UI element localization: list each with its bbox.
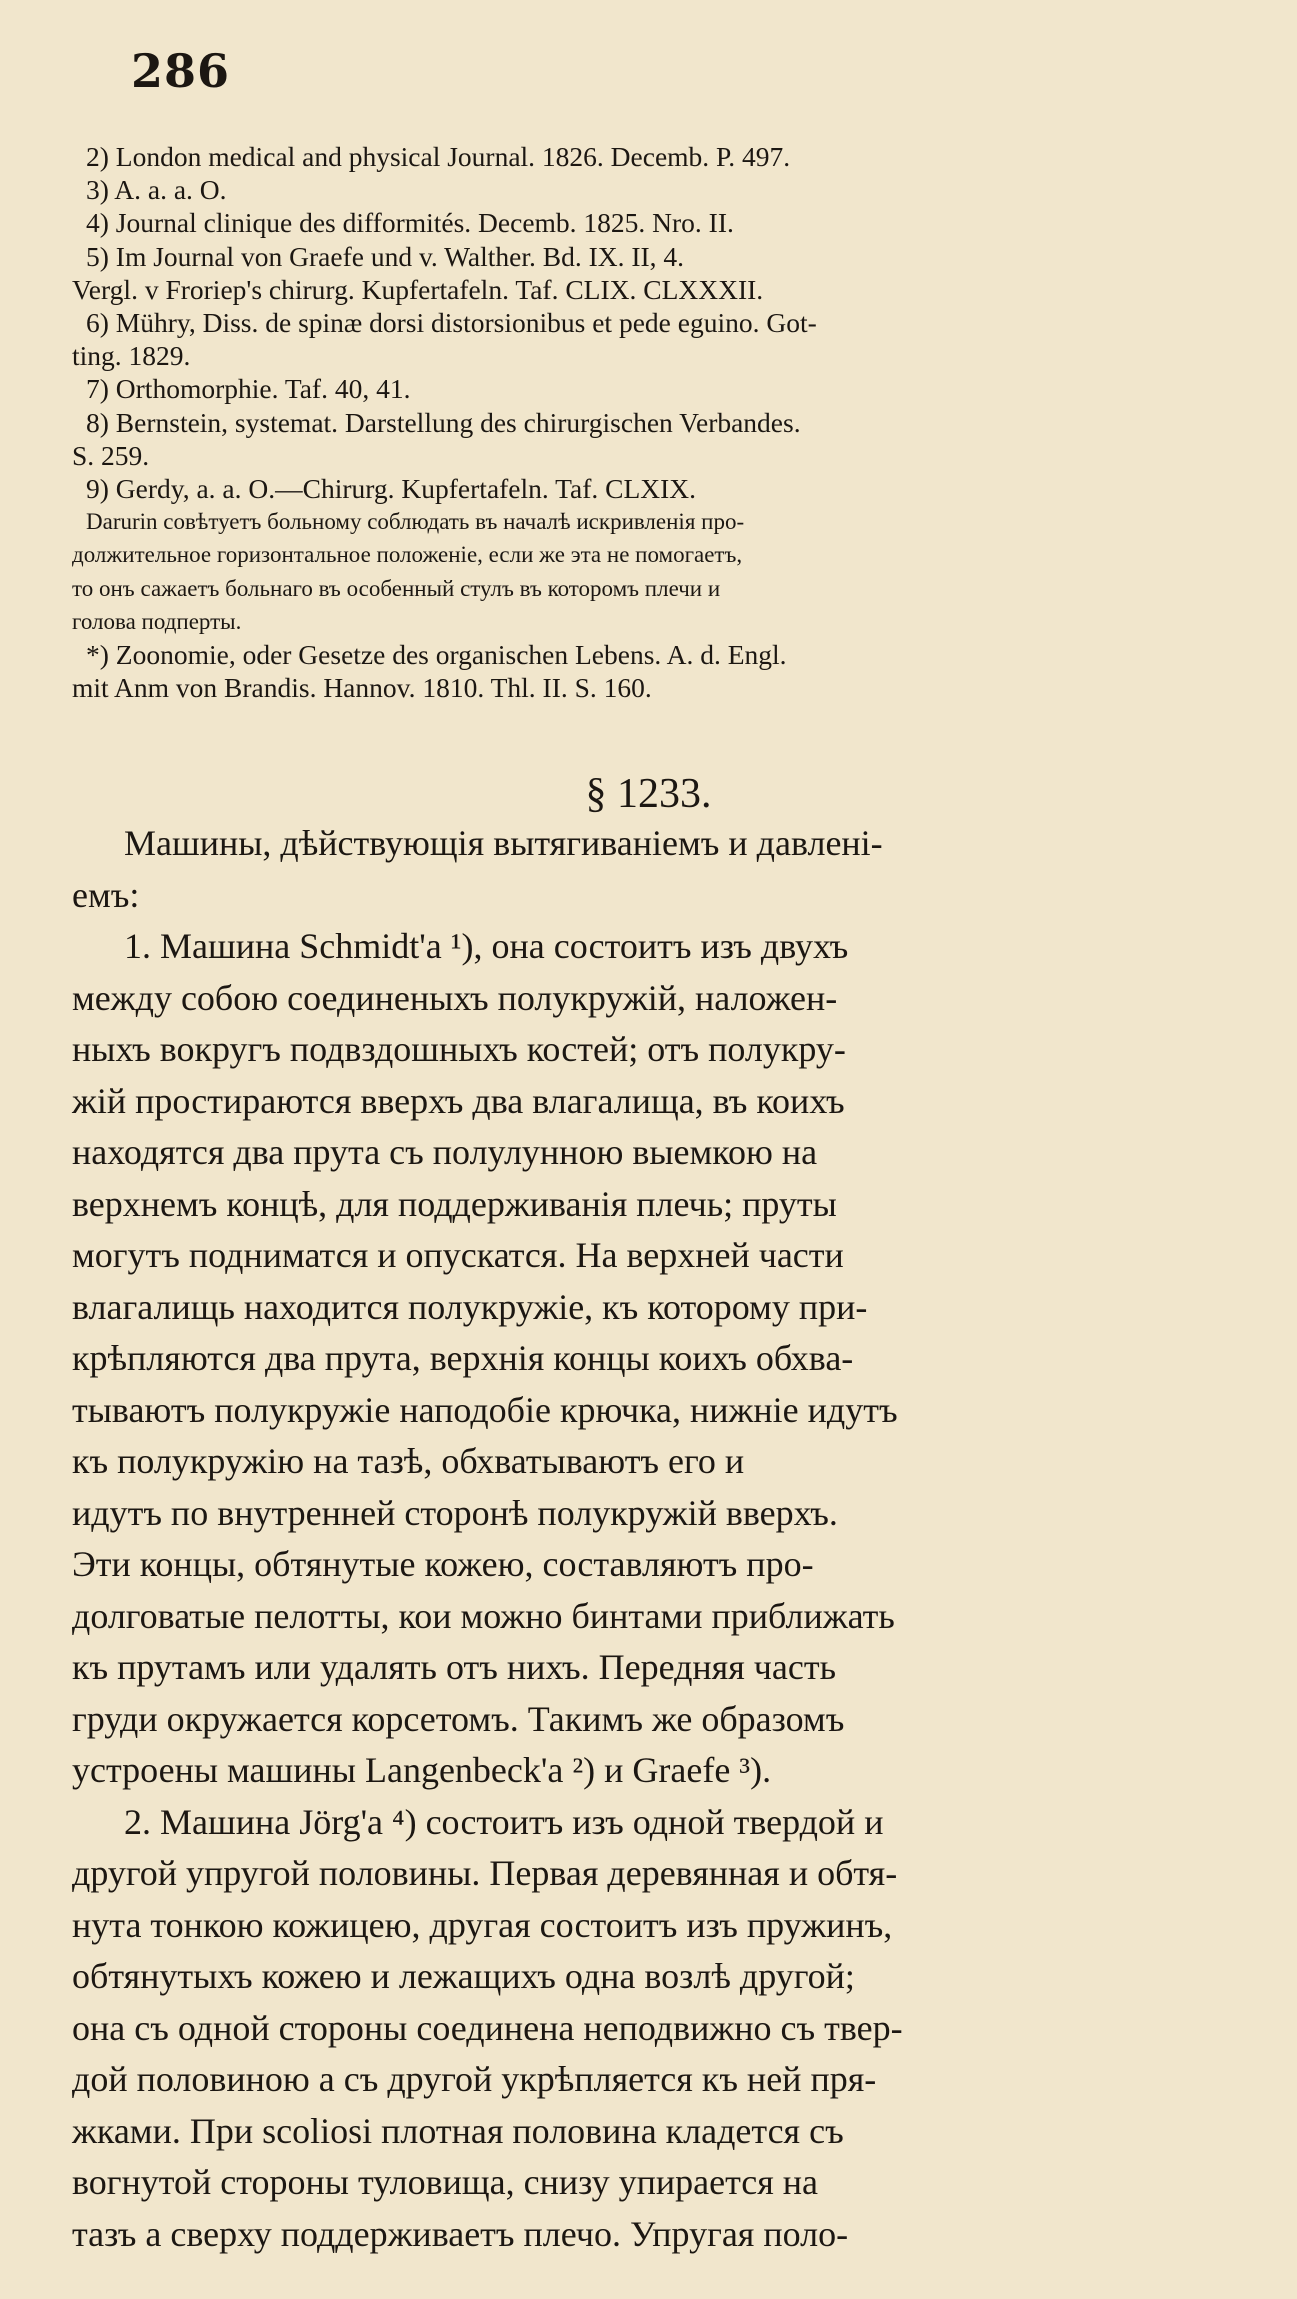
text-line: 2. Машина Jörg'a ⁴) состоитъ изъ одной твердой и	[124, 1801, 884, 1842]
text-line: нута тонкою кожицею, другая состоитъ изъ пружинъ,	[72, 1904, 893, 1945]
text-line: жками. При scoliosi плотная половина кладется съ	[72, 2110, 844, 2151]
text-line: къ прутамъ или удалять отъ нихъ. Передняя часть	[72, 1647, 836, 1687]
footnote-line: должительное горизонтальное положеніе, если же эта не помогаетъ,	[72, 542, 743, 568]
text-line: къ полукружію на тазѣ, обхватываютъ его и	[72, 1441, 745, 1481]
text-line: 1. Машина Schmidt'a ¹), она состоитъ изъ двухъ	[124, 926, 849, 966]
text-line: крѣпляются два прута, верхнія концы коихъ обхва-	[72, 1338, 854, 1378]
text-line: она съ одной стороны соединена неподвижно съ твер-	[72, 2007, 903, 2048]
footnote-line: 5) Im Journal von Graefe und v. Walther. Bd. IX. II, 4.	[86, 240, 685, 272]
text-line: между собою соединеныхъ полукружій, наложен-	[72, 977, 838, 1018]
text-line: долговатые пелотты, кои можно бинтами приближать	[72, 1595, 895, 1636]
footnote-line: ting. 1829.	[72, 340, 191, 372]
text-line: жій простираются вверхъ два влагалища, въ коихъ	[72, 1080, 845, 1121]
footnote-line: 8) Bernstein, systemat. Darstellung des chirurgischen Verbandes.	[86, 406, 801, 438]
footnote-line: 4) Journal clinique des difformités. Decemb. 1825. Nro. II.	[86, 207, 734, 239]
footnote-line: 2) London medical and physical Journal. 1826. Decemb. P. 497.	[86, 141, 791, 172]
text-line: идутъ по внутренней сторонѣ полукружій вверхъ.	[72, 1492, 838, 1533]
text-line: находятся два прута съ полулунною выемкою на	[72, 1132, 818, 1172]
text-line: Машины, дѣйствующія вытягиваніемъ и давлені-	[124, 823, 883, 863]
footnote-line: Vergl. v Froriep's chirurg. Kupfertafeln. Taf. CLIX. CLXXXII.	[72, 273, 764, 305]
text-line: верхнемъ концѣ, для поддерживанія плечь; пруты	[72, 1183, 837, 1224]
text-line: устроены машины Langenbeck'a ²) и Graefe ³).	[72, 1750, 772, 1790]
footnote-line: то онъ сажаетъ больнаго въ особенный стулъ въ которомъ плечи и	[72, 575, 721, 601]
footnote-line: mit Anm von Brandis. Hannov. 1810. Thl. II. S. 160.	[72, 672, 652, 704]
text-line: ныхъ вокругъ подвздошныхъ костей; отъ полукру-	[72, 1029, 846, 1069]
text-line: емъ:	[72, 874, 140, 915]
text-line: могутъ подниматся и опускатся. На верхней части	[72, 1235, 844, 1275]
footnotes	[72, 140, 1192, 704]
text-line: обтянутыхъ кожею и лежащихъ одна возлѣ другой;	[72, 1956, 855, 1996]
text-line: дой половиною а съ другой укрѣпляется къ ней пря-	[72, 2059, 877, 2099]
text-line: тазъ а сверху поддерживаетъ плечо. Упругая поло-	[72, 2213, 849, 2254]
main-text	[72, 818, 1197, 2260]
text-line: тываютъ полукружіе наподобіе крючка, нижніе идутъ	[72, 1389, 898, 1430]
text-line: Эти концы, обтянутые кожею, составляютъ про-	[72, 1544, 814, 1584]
footnote-line: S. 259.	[72, 439, 150, 471]
footnote-line: Darurin совѣтуетъ больному соблюдать въ началѣ искривленія про-	[86, 509, 745, 535]
footnote-line: *) Zoonomie, oder Gesetze des organischen Lebens. A. d. Engl.	[86, 639, 787, 671]
footnote-line: голова подперты.	[72, 608, 242, 634]
footnote-line: 9) Gerdy, a. a. O.—Chirurg. Kupfertafeln. Taf. CLXIX.	[86, 473, 697, 505]
section-heading: § 1233.	[585, 771, 712, 817]
footnote-line: 3) A. a. a. O.	[86, 174, 227, 206]
text-line: влагалищь находится полукружіе, къ которому при-	[72, 1286, 868, 1327]
footnote-line: 7) Orthomorphie. Taf. 40, 41.	[86, 373, 411, 405]
page-number: 286	[131, 44, 231, 98]
text-line: другой упругой половины. Первая деревянная и обтя-	[72, 1853, 898, 1893]
text-line: вогнутой стороны туловища, снизу упирается на	[72, 2162, 819, 2202]
footnote-line: 6) Mühry, Diss. de spinæ dorsi distorsionibus et pede eguino. Got-	[86, 307, 817, 339]
text-line: груди окружается корсетомъ. Такимъ же образомъ	[72, 1698, 845, 1739]
